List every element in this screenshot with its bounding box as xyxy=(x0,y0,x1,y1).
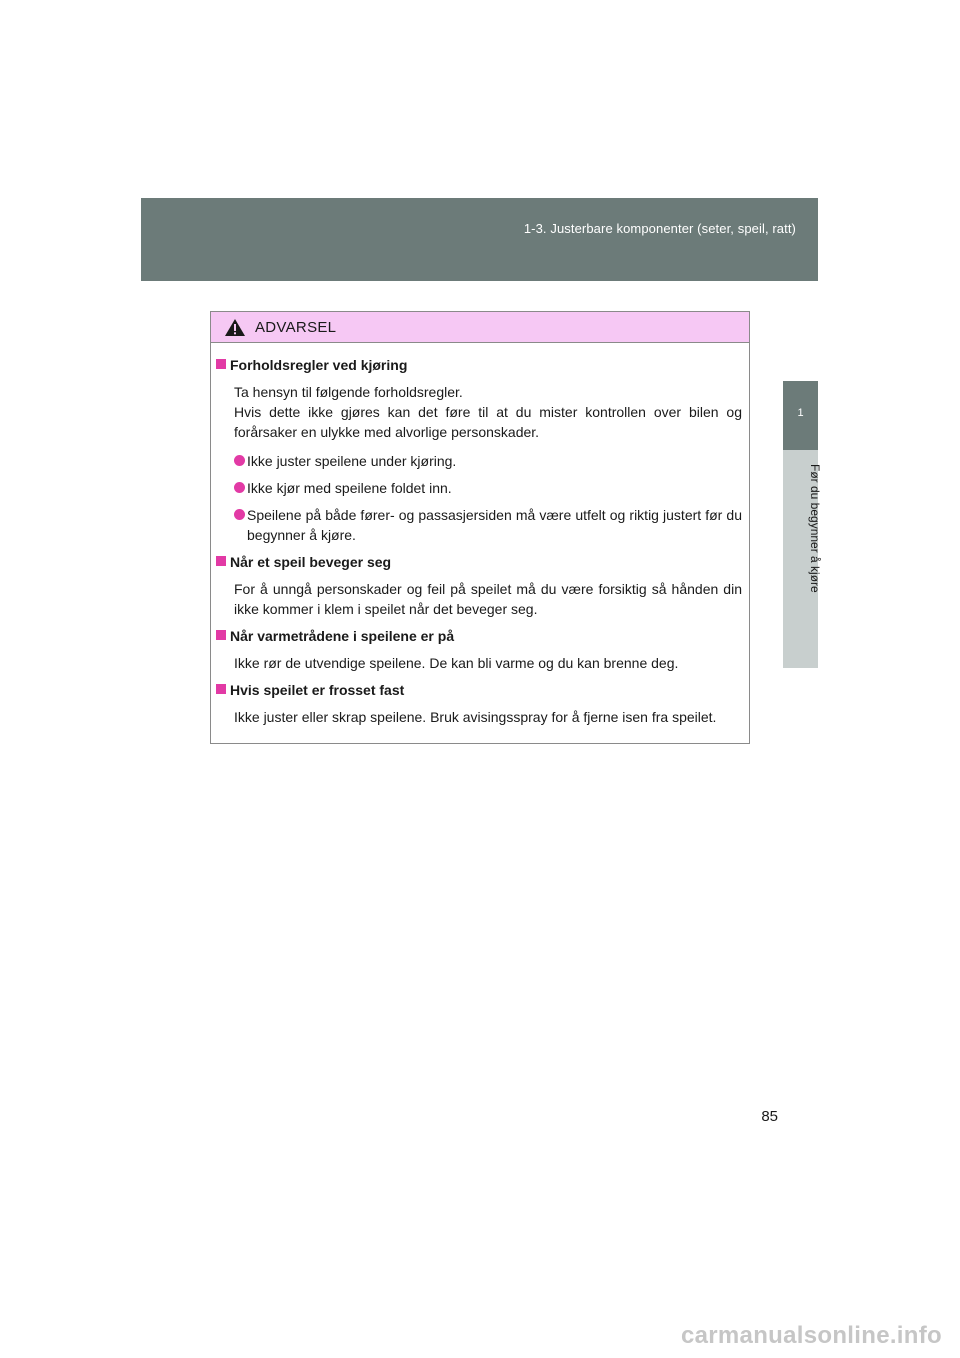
section-heading: Når et speil beveger seg xyxy=(216,552,742,572)
round-bullet-icon xyxy=(234,455,245,466)
list-item: Speilene på både fører- og passasjersiden må være utfelt og riktig justert før du begynner å kjøre. xyxy=(234,505,742,545)
paragraph: Ta hensyn til følgende forholdsregler. Hvis dette ikke gjøres kan det føre til at du mister kontrollen over bilen og forårsaker en ulykke med alvorlige personskader. xyxy=(234,384,742,440)
square-bullet-icon xyxy=(216,556,226,566)
watermark: carmanualsonline.info xyxy=(680,1322,942,1349)
paragraph: Ikke juster eller skrap speilene. Bruk avisingsspray for å fjerne isen fra speilet. xyxy=(234,709,717,725)
list-item: Ikke juster speilene under kjøring. xyxy=(234,451,742,471)
square-bullet-icon xyxy=(216,684,226,694)
warning-header xyxy=(211,312,749,343)
square-bullet-icon xyxy=(216,359,226,369)
paragraph: Ikke rør de utvendige speilene. De kan bli varme og du kan brenne deg. xyxy=(234,655,679,671)
paragraph: For å unngå personskader og feil på speilet må du være forsiktig så hånden din ikke kommer i klem i speilet når det beveger seg. xyxy=(234,581,742,617)
round-bullet-icon xyxy=(234,482,245,493)
warning-triangle-icon xyxy=(224,318,246,337)
warning-box xyxy=(210,311,750,744)
round-bullet-icon xyxy=(234,509,245,520)
chapter-label: Før du begynner å kjøre xyxy=(808,464,822,593)
warning-title: ADVARSEL xyxy=(255,319,337,336)
section-heading: Hvis speilet er frosset fast xyxy=(216,680,742,700)
section-heading: Når varmetrådene i speilene er på xyxy=(216,626,742,646)
section-header-bar xyxy=(141,198,818,281)
chapter-number: 1 xyxy=(797,407,804,419)
section-title: 1-3. Justerbare komponenter (seter, speil, ratt) xyxy=(523,221,796,236)
square-bullet-icon xyxy=(216,630,226,640)
warning-content xyxy=(211,343,749,727)
list-item: Ikke kjør med speilene foldet inn. xyxy=(234,478,742,498)
chapter-label-tab xyxy=(783,450,822,668)
section-heading: Forholdsregler ved kjøring xyxy=(216,355,742,375)
chapter-tab xyxy=(783,381,818,450)
page-number: 85 xyxy=(761,1108,778,1125)
